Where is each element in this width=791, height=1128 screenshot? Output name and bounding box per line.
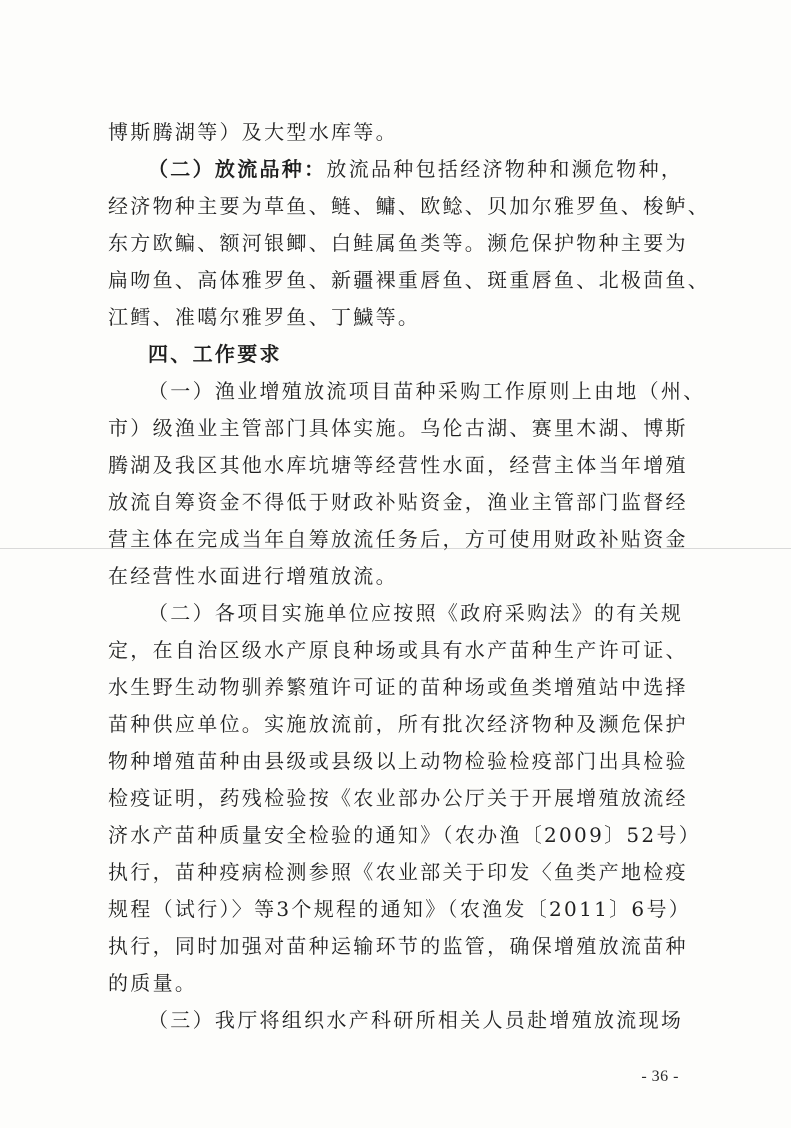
text-line: 放流自筹资金不得低于财政补贴资金，渔业主管部门监督经 <box>108 490 688 514</box>
text-line: 营主体在完成当年自筹放流任务后，方可使用财政补贴资金 <box>108 527 688 551</box>
text-line: 的质量。 <box>108 971 198 995</box>
section-subheading: （二）放流品种： <box>148 157 327 181</box>
text-line: 扁吻鱼、高体雅罗鱼、新疆裸重唇鱼、斑重唇鱼、北极茴鱼、 <box>108 268 711 292</box>
text-line: 博斯腾湖等）及大型水库等。 <box>108 120 398 144</box>
text-line: 腾湖及我区其他水库坑塘等经营性水面，经营主体当年增殖 <box>108 453 688 477</box>
text-line: 市）级渔业主管部门具体实施。乌伦古湖、赛里木湖、博斯 <box>108 416 688 440</box>
page-number: - 36 - <box>641 1068 679 1085</box>
text-line: 规程（试行）〉等3个规程的通知》（农渔发〔2011〕6号） <box>108 897 692 921</box>
text-line: 执行，苗种疫病检测参照《农业部关于印发〈鱼类产地检疫 <box>108 860 688 884</box>
text-line: 定，在自治区级水产原良种场或具有水产苗种生产许可证、 <box>108 638 688 662</box>
section-heading: 四、工作要求 <box>148 342 282 366</box>
text-line: 在经营性水面进行增殖放流。 <box>108 564 398 588</box>
text-line: 济水产苗种质量安全检验的通知》（农办渔〔2009〕52号） <box>108 823 702 847</box>
text-line: 东方欧鳊、额河银鲫、白鲑属鱼类等。濒危保护物种主要为 <box>108 231 688 255</box>
text-line: （一）渔业增殖放流项目苗种采购工作原则上由地（州、 <box>148 379 706 403</box>
text-line: （三）我厅将组织水产科研所相关人员赴增殖放流现场 <box>148 1008 684 1032</box>
text-line: 执行，同时加强对苗种运输环节的监管，确保增殖放流苗种 <box>108 934 688 958</box>
text-line: 江鳕、准噶尔雅罗鱼、丁鱥等。 <box>108 305 421 329</box>
text-line: （二）各项目实施单位应按照《政府采购法》的有关规 <box>148 601 684 625</box>
text-line: 苗种供应单位。实施放流前，所有批次经济物种及濒危保护 <box>108 712 688 736</box>
text-line: 水生野生动物驯养繁殖许可证的苗种场或鱼类增殖站中选择 <box>108 675 688 699</box>
text-line <box>148 157 683 181</box>
text-span: 放流品种包括经济物种和濒危物种， <box>326 157 684 181</box>
text-line: 物种增殖苗种由县级或县级以上动物检验检疫部门出具检验 <box>108 749 688 773</box>
text-line: 经济物种主要为草鱼、鲢、鳙、欧鲶、贝加尔雅罗鱼、梭鲈、 <box>108 194 711 218</box>
text-line: 检疫证明，药残检验按《农业部办公厅关于开展增殖放流经 <box>108 786 688 810</box>
